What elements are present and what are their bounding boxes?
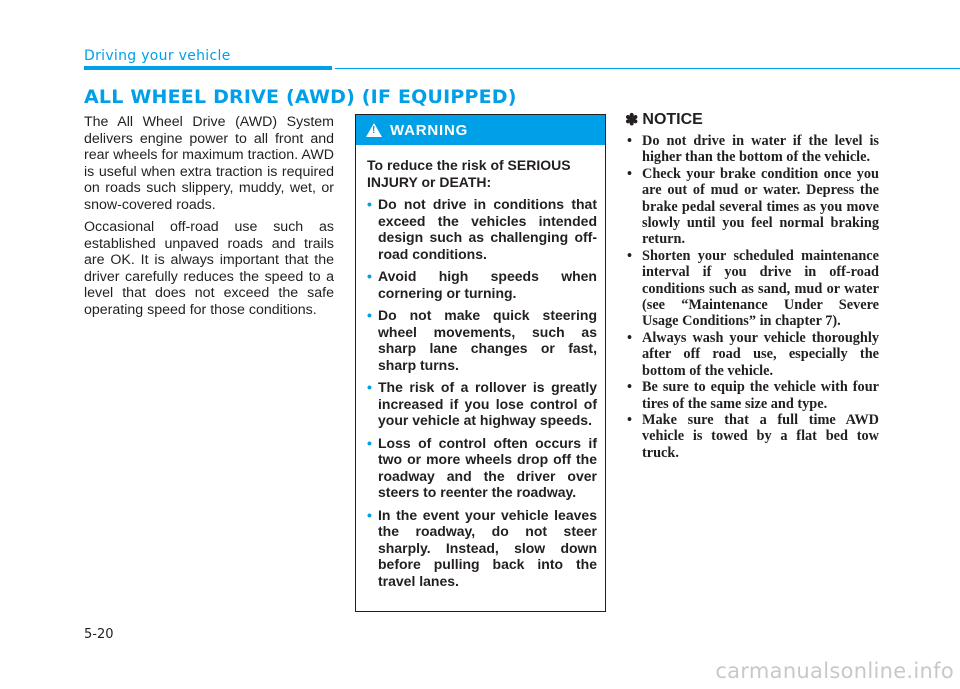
warning-item-text: In the event your vehicle leaves the roadway, do not steer sharply. Instead, slow down before pulling back into the travel lanes. (378, 506, 597, 589)
header-rule-thin (335, 68, 960, 69)
intro-paragraph-2: Occasional off-road use such as established unpaved roads and trails are OK. It is always important that the driver carefully reduces the speed to a level that does not exceed the safe operating speed for those conditions. (84, 219, 334, 318)
bullet-icon: • (627, 379, 633, 396)
watermark: carmanualsonline.info (715, 659, 954, 683)
notice-item (625, 248, 879, 330)
notice-item-text: Check your brake condition once you are out of mud or water. Depress the brake pedal several times as you move slowly until you feel normal braking return. (642, 165, 879, 248)
notice-item (625, 133, 879, 166)
warning-item (367, 379, 597, 429)
notice-item-text: Always wash your vehicle thoroughly after off road use, especially the bottom of the vehicle. (642, 329, 879, 379)
page-title: ALL WHEEL DRIVE (AWD) (IF EQUIPPED) (84, 86, 517, 108)
notice-list (625, 133, 879, 461)
notice-item-text: Be sure to equip the vehicle with four tires of the same size and type. (642, 379, 879, 412)
bullet-icon: • (367, 268, 372, 284)
intro-paragraph-1: The All Wheel Drive (AWD) System delivers engine power to all front and rear wheels for maximum traction. AWD is useful when extra traction is required on roads such slippery, muddy, wet, or snow-covered roads. (84, 114, 334, 213)
warning-item-text: The risk of a rollover is greatly increased if you lose control of your vehicle at highway speeds. (378, 379, 597, 428)
warning-item (367, 435, 597, 501)
warning-header (356, 115, 605, 145)
intro-column (84, 114, 334, 324)
warning-heading: WARNING (390, 121, 469, 139)
notice-item (625, 412, 879, 461)
bullet-icon: • (627, 133, 633, 149)
warning-item-text: Do not make quick steering wheel movements, such as sharp lane changes or fast, sharp turns. (378, 307, 597, 373)
notice-title (625, 110, 879, 130)
warning-item (367, 196, 597, 262)
notice-item (625, 379, 879, 412)
notice-star-icon: ✽ (625, 112, 639, 129)
warning-item (367, 307, 597, 373)
warning-box (355, 114, 606, 612)
notice-item-text: Shorten your scheduled maintenance interval if you drive in off-road conditions such as sand, mud or water (see “Maintenance Under Severe Usage Conditions” in chapter 7). (642, 247, 879, 330)
warning-item-text: Loss of control often occurs if two or more wheels drop off the roadway and the driver over steers to reenter the roadway. (378, 434, 597, 500)
warning-item-text: Avoid high speeds when cornering or turning. (378, 268, 597, 301)
notice-item (625, 330, 879, 379)
notice-heading: NOTICE (642, 111, 703, 128)
bullet-icon: • (367, 434, 372, 451)
bullet-icon: • (627, 329, 633, 346)
bullet-icon: • (367, 196, 372, 212)
bullet-icon: • (627, 247, 633, 264)
warning-intro: To reduce the risk of SERIOUS INJURY or DEATH: (367, 157, 571, 190)
bullet-icon: • (627, 165, 633, 182)
bullet-icon: • (367, 506, 372, 523)
bullet-icon: • (367, 307, 372, 323)
notice-item (625, 166, 879, 248)
notice-item-text: Make sure that a full time AWD vehicle is towed by a flat bed tow truck. (642, 411, 879, 461)
warning-item (367, 268, 597, 301)
warning-item-text: Do not drive in conditions that exceed the vehicles intended design such as challenging off-road conditions. (378, 196, 597, 262)
header-rule-thick (84, 66, 332, 70)
warning-list (367, 196, 597, 589)
section-header: Driving your vehicle (84, 48, 231, 64)
bullet-icon: • (627, 411, 633, 428)
warning-body (356, 145, 605, 589)
warning-item (367, 507, 597, 590)
warning-triangle-icon: ! (366, 123, 382, 137)
bullet-icon: • (367, 379, 372, 395)
page-number: 5-20 (84, 627, 114, 642)
notice-item-text: Do not drive in water if the level is higher than the bottom of the vehicle. (642, 133, 879, 166)
notice-section (625, 110, 879, 461)
